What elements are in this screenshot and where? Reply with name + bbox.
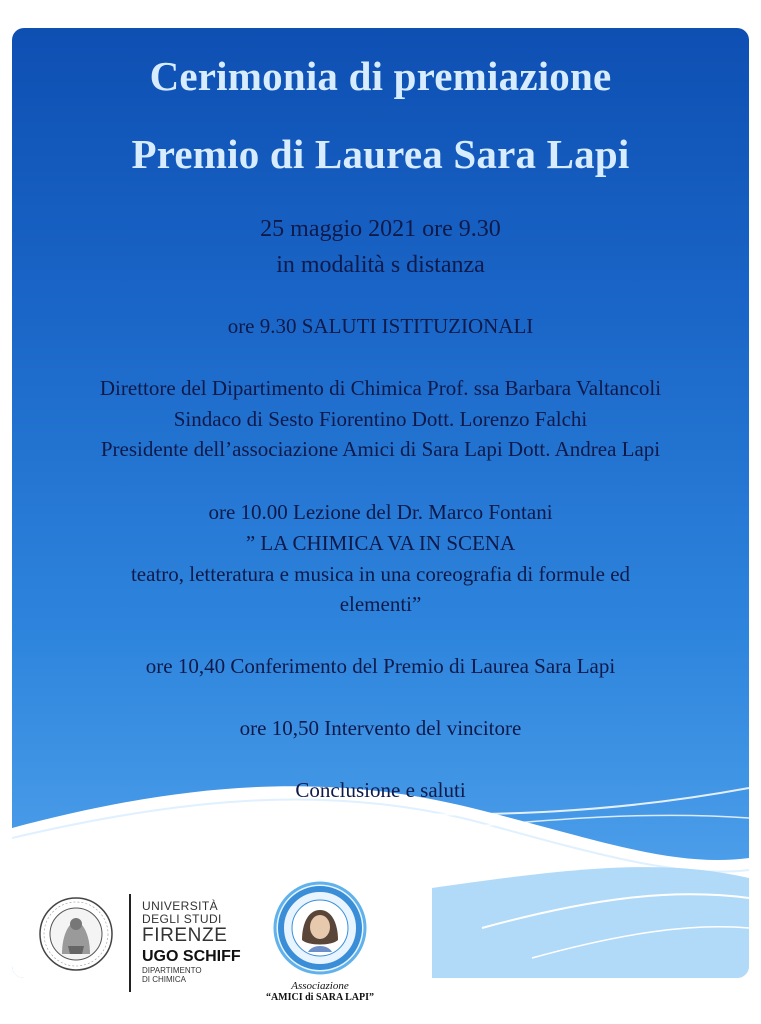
program-line: elementi”	[339, 592, 422, 616]
unifi-text-line: FIRENZE	[142, 925, 228, 946]
program-line: Conclusione e saluti	[295, 778, 466, 802]
program-line: Direttore del Dipartimento di Chimica Prof. ssa Barbara Valtancoli	[99, 376, 662, 400]
program-line: ore 10,50 Intervento del vincitore	[239, 716, 522, 740]
association-name: “AMICI di SARA LAPI”	[265, 992, 375, 1003]
unifi-text-line: UNIVERSITÀ	[142, 899, 219, 913]
program-line: ” LA CHIMICA VA IN SCENA	[245, 531, 516, 555]
unifi-text-line: DI CHIMICA	[142, 975, 186, 984]
association-label: Associazione	[291, 980, 349, 992]
event-mode: in modalità s distanza	[276, 252, 485, 278]
title-line-1: Cerimonia di premiazione	[149, 53, 612, 99]
title-line-2: Premio di Laurea Sara Lapi	[131, 131, 630, 177]
association-caption	[250, 980, 390, 1003]
program-line: teatro, letteratura e musica in una coreografia di formule ed	[130, 562, 631, 586]
unifi-text-line: DEGLI STUDI	[142, 912, 222, 926]
program-line: ore 9.30 SALUTI ISTITUZIONALI	[227, 314, 534, 338]
amici-sara-lapi-logo	[272, 880, 368, 976]
event-date: 25 maggio 2021 ore 9.30	[260, 216, 501, 242]
poster-background	[12, 28, 749, 978]
unifi-text-line: DIPARTIMENTO	[142, 966, 202, 975]
unifi-text-line: UGO SCHIFF	[142, 948, 241, 965]
program-line: Presidente dell’associazione Amici di Sara Lapi Dott. Andrea Lapi	[100, 437, 661, 461]
program-line: Sindaco di Sesto Fiorentino Dott. Lorenzo Falchi	[173, 407, 588, 431]
program-line: ore 10.00 Lezione del Dr. Marco Fontani	[208, 500, 553, 524]
unifi-divider	[129, 894, 131, 992]
unifi-seal-logo	[38, 896, 114, 972]
program-line: ore 10,40 Conferimento del Premio di Laurea Sara Lapi	[145, 654, 616, 678]
unifi-wordmark	[142, 900, 241, 984]
